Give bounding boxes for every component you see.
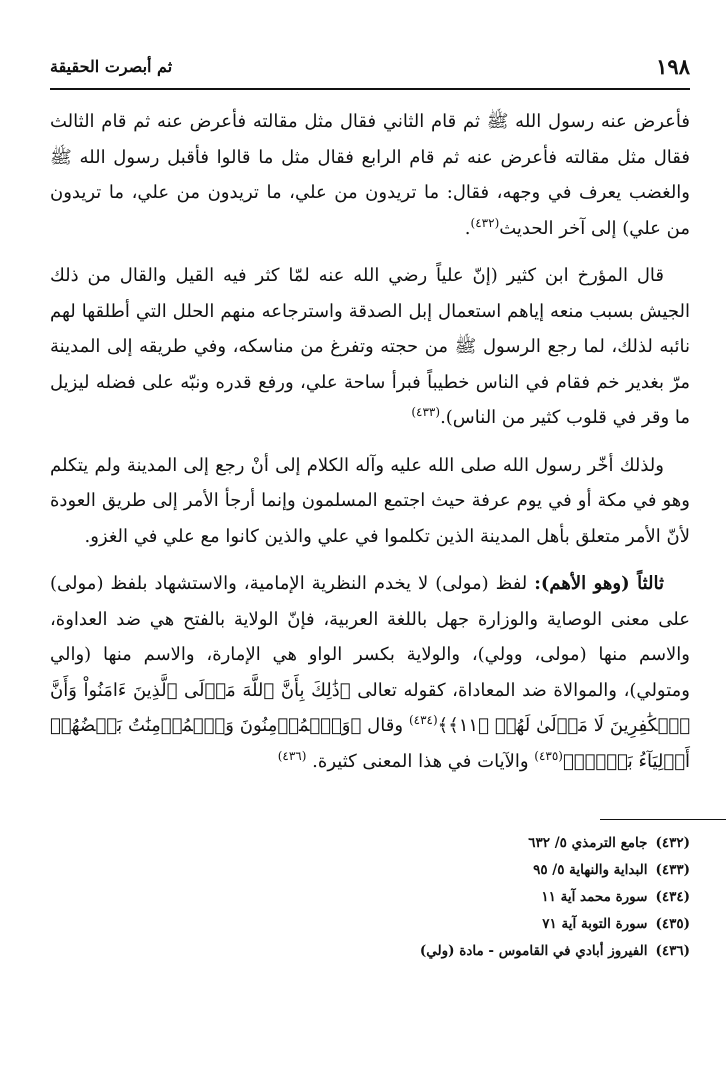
paragraph-3 [50, 448, 690, 555]
footnote-ref-433: (٤٣٣) [411, 405, 441, 419]
footnote-text: جامع الترمذي ٥/ ٦٣٢ [528, 835, 648, 851]
footnote-434 [50, 884, 690, 911]
footnote-435 [50, 911, 690, 938]
page-number: ١٩٨ [656, 54, 690, 79]
running-title: ثم أبصرت الحقيقة [50, 57, 173, 76]
footnote-436 [50, 938, 690, 965]
footnote-ref-432: (٤٣٢) [470, 215, 500, 230]
paragraph-4-text-3: والآيات في هذا المعنى كثيرة. [312, 750, 535, 772]
footnote-number: (٤٣٦) [655, 943, 690, 959]
paragraph-4-lead: ثالثاً (وهو الأهم): [534, 573, 664, 594]
paragraph-4-text-2: وقال ﴿وَٱلۡمُؤۡمِنُونَ وَٱلۡمُؤۡمِنَٰتُ بَعۡضُهُمۡ أَوۡلِيَآءُ بَعۡضٖۚ﴾ [50, 715, 690, 772]
footnote-text: الفيروز أبادي في القاموس - مادة (ولي) [419, 943, 648, 959]
book-page [50, 42, 690, 965]
footnote-number: (٤٣٥) [655, 916, 690, 932]
footnotes [50, 830, 690, 965]
footnote-number: (٤٣٣) [655, 862, 690, 878]
paragraph-1 [50, 104, 690, 246]
footnote-text: سورة التوبة آية ٧١ [542, 916, 648, 932]
paragraph-2-text: قال المؤرخ ابن كثير (إنّ علياً رضي الله عنه لمّا كثر فيه القيل والقال من ذلك الجيش بسبب منعه إياهم استعمال إبل الصدقة واسترجاعه منهم الحلل التي أطلقها لهم نائبه لذلك، لما رجع الرسول ﷺ من حجته وتفرغ من مناسكه، وفي طريقه إلى المدينة مرّ بغدير خم فقام في الناس خطيباً فبرأ ساحة علي، ورفع قدره ونبّه على فضله ليزيل ما وقر في قلوب كثير من الناس). [50, 265, 690, 428]
paragraph-1-text: فأعرض عنه رسول الله ﷺ ثم قام الثاني فقال مثل مقالته فأعرض عنه ثم قام الثالث فقال مثل مقالته فأعرض عنه ثم قام الرابع فقال مثل ما قالوا فأقبل رسول الله ﷺ والغضب يعرف في وجهه، فقال: ما تريدون من علي، ما تريدون من علي، ما تريدون من علي) إلى آخر الحديث [50, 111, 690, 239]
footnote-number: (٤٣٢) [655, 835, 690, 851]
footnote-text: البداية والنهاية ٥/ ٩٥ [533, 862, 648, 878]
footnote-number: (٤٣٤) [655, 889, 690, 905]
footnote-ref-435: (٤٣٥) [534, 748, 563, 763]
paragraph-3-text: ولذلك أخّر رسول الله صلى الله عليه وآله الكلام إلى أنْ رجع إلى المدينة ولم يتكلم وهو في مكة أو في يوم عرفة حيث اجتمع المسلمون وإنما أرجأ الأمر إلى طريق العودة لأنّ الأمر متعلق بأهل المدينة الذين تكلموا في علي والذين كانوا مع علي في الغزو. [50, 454, 690, 547]
footnote-432 [50, 830, 690, 857]
footnote-divider [600, 819, 726, 820]
paragraph-2 [50, 258, 690, 436]
footnote-ref-434: (٤٣٤) [408, 713, 438, 727]
body-text [50, 104, 690, 779]
page-header [50, 42, 690, 90]
paragraph-4-text: لفظ (مولى) لا يخدم النظرية الإمامية، والاستشهاد بلفظ (مولى) على معنى الوصاية والوزارة جهل باللغة العربية، فإنّ الولاية بالفتح هي ضد العداوة، والاسم منها (مولى، وولي)، والولاية بكسر الواو هي الإمارة، والاسم منها (والي ومتولي)، والموالاة ضد المعاداة، كقوله تعالى ﴿ذَٰلِكَ بِأَنَّ ٱللَّهَ مَوۡلَى ٱلَّذِينَ ءَامَنُواْ وَأَنَّ ٱلۡكَٰفِرِينَ لَا مَوۡلَىٰ لَهُمۡ ﴿١١﴾﴾ [50, 573, 690, 736]
footnote-433 [50, 857, 690, 884]
footnote-text: سورة محمد آية ١١ [541, 889, 648, 905]
paragraph-4 [50, 566, 690, 779]
footnote-ref-436: (٤٣٦) [277, 748, 307, 763]
paragraph-1-tail: . [464, 217, 471, 239]
